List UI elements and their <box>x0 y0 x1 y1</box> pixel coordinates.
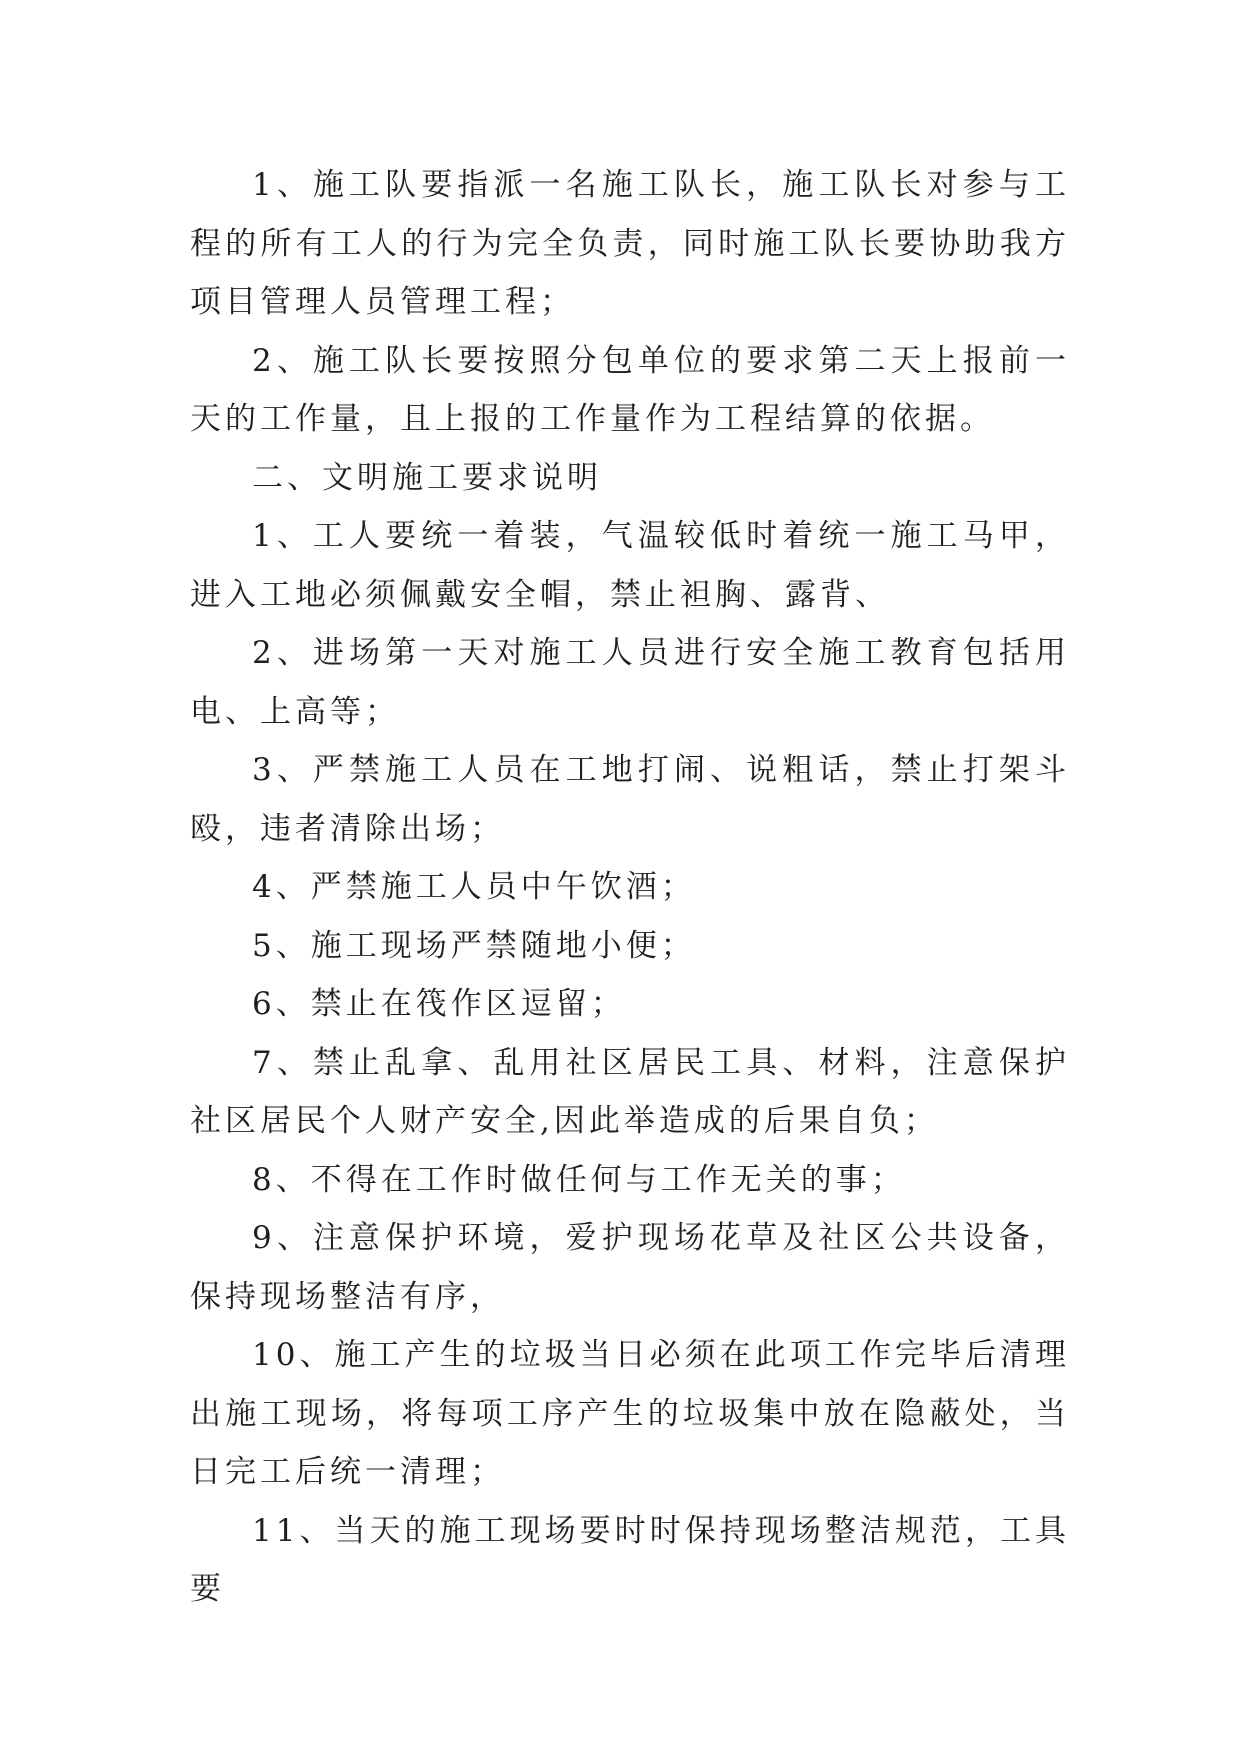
paragraph-rule-8: 8、不得在工作时做任何与工作无关的事； <box>252 1161 906 1198</box>
paragraph-rule-3: 3、严禁施工人员在工地打闹、说粗话，禁止打架斗殴，违者清除出场； <box>190 752 1070 847</box>
paragraph-rule-7: 7、禁止乱拿、乱用社区居民工具、材料，注意保护社区居民个人财产安全,因此举造成的后果自负； <box>190 1044 1070 1139</box>
paragraph-item-1: 1、施工队要指派一名施工队长，施工队长对参与工程的所有工人的行为完全负责，同时施工队长要协助我方项目管理人员管理工程； <box>190 167 1070 320</box>
paragraph-rule-9: 9、注意保护环境，爱护现场花草及社区公共设备，保持现场整洁有序， <box>190 1220 1070 1315</box>
paragraph-rule-1: 1、工人要统一着装，气温较低时着统一施工马甲，进入工地必须佩戴安全帽，禁止袒胸、露背、 <box>190 518 1070 613</box>
paragraph-rule-5: 5、施工现场严禁随地小便； <box>252 927 696 964</box>
paragraph-rule-2: 2、进场第一天对施工人员进行安全施工教育包括用电、上高等； <box>190 635 1070 730</box>
paragraph-rule-11: 11、当天的施工现场要时时保持现场整洁规范，工具要 <box>190 1512 1070 1607</box>
section-heading: 二、文明施工要求说明 <box>252 459 602 496</box>
paragraph-rule-6: 6、禁止在筏作区逗留； <box>252 986 626 1022</box>
paragraph-rule-4: 4、严禁施工人员中午饮酒； <box>252 869 696 905</box>
paragraph-item-2: 2、施工队长要按照分包单位的要求第二天上报前一天的工作量，且上报的工作量作为工程结算的依据。 <box>190 342 1070 437</box>
paragraph-rule-10: 10、施工产生的垃圾当日必须在此项工作完毕后清理出施工现场，将每项工序产生的垃圾集中放在隐蔽处，当日完工后统一清理； <box>190 1337 1070 1490</box>
document-body <box>190 156 1070 1619</box>
